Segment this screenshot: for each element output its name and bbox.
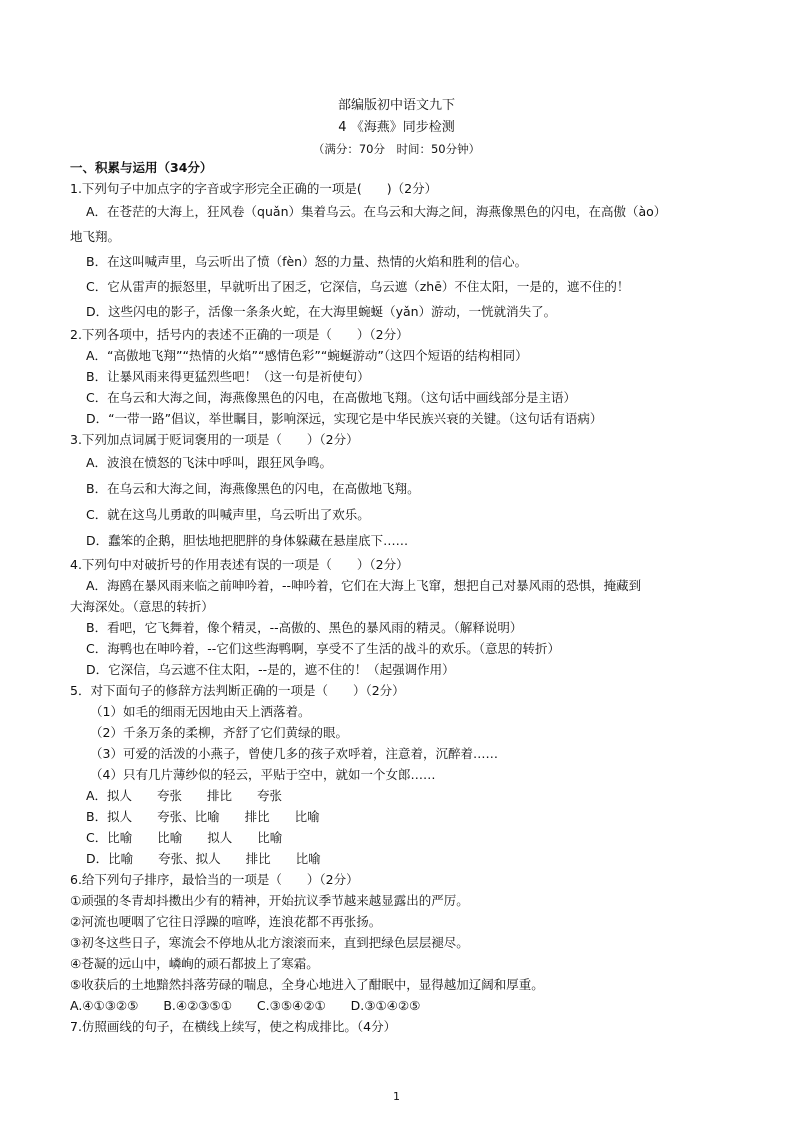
q5-sentence-4: （4）只有几片薄纱似的轻云，平贴于空中，就如一个女郎…… — [90, 767, 436, 782]
lesson-title: 4 《海燕》同步检测 — [338, 120, 455, 135]
q4-option-a-cont: 大海深处。（意思的转折） — [70, 599, 214, 614]
page-number: 1 — [393, 1090, 400, 1103]
q5-sentence-1: （1）如毛的细雨无因地由天上洒落着。 — [90, 704, 311, 719]
question-2: 2.下列各项中，括号内的表述不正确的一项是（ ）（2分） — [70, 327, 409, 342]
q6-sentence-3: ③初冬这些日子，寒流会不停地从北方滚滚而来，直到把绿色层层褪尽。 — [70, 935, 469, 950]
q1-option-a: A．在苍茫的大海上，狂风卷（quǎn）集着乌云。在乌云和大海之间，海燕像黑色的闪电，在高傲（ào） — [86, 204, 667, 219]
q5-option-c: C．比喻 比喻 拟人 比喻 — [86, 830, 283, 845]
q1-option-d: D．这些闪电的影子，活像一条条火蛇，在大海里蜿蜒（yǎn）游动，一恍就消失了。 — [86, 304, 557, 319]
question-4: 4.下列句中对破折号的作用表述有误的一项是（ ）（2分） — [70, 557, 409, 572]
q5-option-b: B．拟人 夸张、比喻 排比 比喻 — [86, 809, 320, 824]
question-1: 1.下列句子中加点字的字音或字形完全正确的一项是( )（2分） — [70, 181, 438, 196]
q1-option-c: C．它从雷声的振怒里，早就听出了困乏，它深信，乌云遮（zhē）不住太阳，一是的，遮不住的！ — [86, 279, 630, 294]
q3-option-a: A．波浪在愤怒的飞沫中呼叫，跟狂风争鸣。 — [86, 455, 333, 470]
q3-option-d: D．蠢笨的企鹅，胆怯地把肥胖的身体躲藏在悬崖底下…… — [86, 533, 409, 548]
q6-options: A.④①③②⑤ B.④②③⑤① C.③⑤④②① D.③①④②⑤ — [70, 998, 421, 1013]
q6-sentence-5: ⑤收获后的土地黯然抖落劳碌的喘息，全身心地进入了酣眠中，显得越加辽阔和厚重。 — [70, 977, 544, 992]
q2-option-c: C．在乌云和大海之间，海燕像黑色的闪电，在高傲地飞翔。（这句话中画线部分是主语） — [86, 390, 576, 405]
question-6: 6.给下列句子排序，最恰当的一项是（ ）（2分） — [70, 872, 359, 887]
question-5: 5．对下面句子的修辞方法判断正确的一项是（ ）（2分） — [70, 683, 405, 698]
q6-sentence-1: ①顽强的冬青却抖擞出少有的精神，开始抗议季节越来越显露出的严厉。 — [70, 893, 469, 908]
q1-option-a-cont: 地飞翔。 — [70, 229, 121, 244]
question-3: 3.下列加点词属于贬词褒用的一项是（ ）（2分） — [70, 432, 359, 447]
q5-option-d: D．比喻 夸张、拟人 排比 比喻 — [86, 851, 321, 866]
q2-option-a: A．“高傲地飞翔”“热情的火焰”“感情色彩”“蜿蜒游动”（这四个短语的结构相同） — [86, 348, 528, 363]
q3-option-b: B．在乌云和大海之间，海燕像黑色的闪电，在高傲地飞翔。 — [86, 481, 420, 496]
q6-sentence-4: ④苍凝的远山中，嶙峋的顽石都披上了寒霜。 — [70, 956, 319, 971]
q4-option-b: B．看吧，它飞舞着，像个精灵，--高傲的、黑色的暴风雨的精灵。（解释说明） — [86, 620, 523, 635]
q2-option-b: B．让暴风雨来得更猛烈些吧！（这一句是祈使句） — [86, 369, 370, 384]
q2-option-d: D．“一带一路”倡议，举世瞩目，影响深远，实现它是中华民族兴衰的关键。（这句话有语病） — [86, 411, 603, 426]
q4-option-c: C．海鸭也在呻吟着，--它们这些海鸭啊，享受不了生活的战斗的欢乐。（意思的转折） — [86, 641, 561, 656]
q3-option-c: C．就在这鸟儿勇敢的叫喊声里，乌云听出了欢乐。 — [86, 507, 370, 522]
q1-option-b: B．在这叫喊声里，乌云听出了愤（fèn）怒的力量、热情的火焰和胜利的信心。 — [86, 254, 528, 269]
q5-sentence-2: （2）千条万条的柔柳，齐舒了它们黄绿的眼。 — [90, 725, 348, 740]
question-7: 7.仿照画线的句子，在横线上续写，使之构成排比。（4分） — [70, 1019, 397, 1034]
exam-meta: （满分：70分 时间：50分钟） — [312, 142, 481, 156]
q5-sentence-3: （3）可爱的活泼的小燕子，曾使几多的孩子欢呼着，注意着，沉醉着…… — [90, 746, 498, 761]
q4-option-a: A．海鸥在暴风雨来临之前呻吟着，--呻吟着，它们在大海上飞窜，想把自己对暴风雨的恐惧，掩藏到 — [86, 578, 642, 593]
question-body — [70, 157, 730, 1037]
q5-option-a: A．拟人 夸张 排比 夸张 — [86, 788, 283, 803]
document-title: 部编版初中语文九下 — [337, 98, 455, 113]
q6-sentence-2: ②河流也哽咽了它往日浮躁的喧哗，连浪花都不再张扬。 — [70, 914, 382, 929]
section-heading: 一、积累与运用（34分） — [70, 160, 213, 175]
q4-option-d: D．它深信，乌云遮不住太阳，--是的，遮不住的！（起强调作用） — [86, 662, 455, 677]
